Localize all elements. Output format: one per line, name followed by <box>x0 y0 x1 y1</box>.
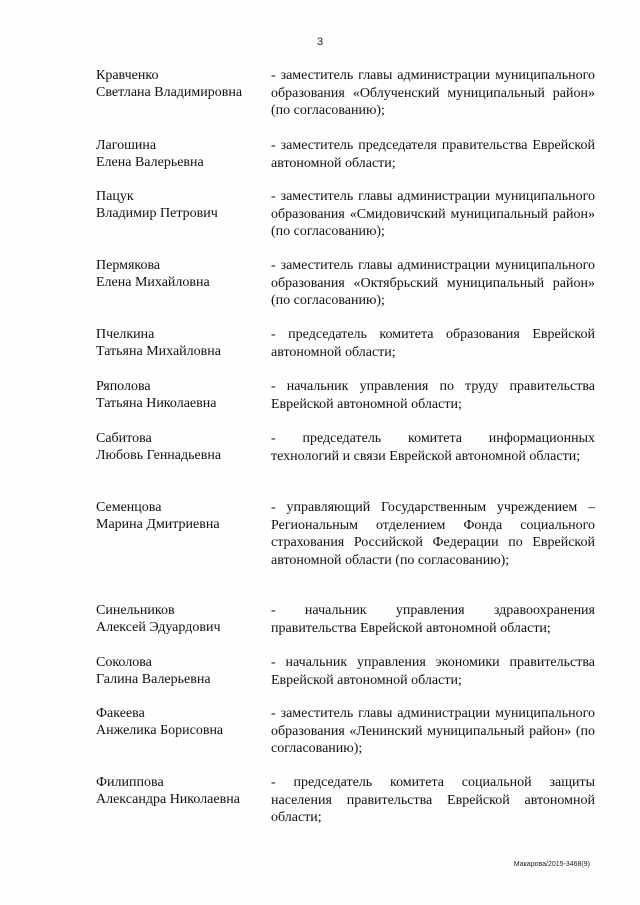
member-role: - председатель комитета образования Еврейской автономной области; <box>271 327 595 360</box>
member-name <box>96 137 261 171</box>
member-name <box>96 602 261 636</box>
member-role: - председатель комитета социальной защиты населения правительства Еврейской автономной области; <box>271 775 595 825</box>
member-given-names: Татьяна Николаевна <box>96 396 217 411</box>
member-surname: Факеева <box>96 706 145 721</box>
member-surname: Пчелкина <box>96 327 155 342</box>
member-given-names: Анжелика Борисовна <box>96 723 224 738</box>
member-name <box>96 378 261 412</box>
member-given-names: Любовь Геннадьевна <box>96 448 222 463</box>
member-given-names: Александра Николаевна <box>96 792 240 807</box>
member-surname: Пермякова <box>96 258 161 273</box>
member-given-names: Светлана Владимировна <box>96 85 243 100</box>
member-surname: Ряполова <box>96 379 151 394</box>
member-role: - начальник управления экономики правительства Еврейской автономной области; <box>271 655 595 688</box>
member-given-names: Елена Михайловна <box>96 275 210 290</box>
member-given-names: Алексей Эдуардович <box>96 620 221 635</box>
member-role: - заместитель главы администрации муниципального образования «Ленинский муниципальный район» (по согласованию); <box>271 706 595 756</box>
member-role: - заместитель главы администрации муниципального образования «Облученский муниципальный район» (по согласованию); <box>271 68 595 118</box>
member-surname: Соколова <box>96 655 152 670</box>
member-role: - начальник управления по труду правительства Еврейской автономной области; <box>271 379 595 412</box>
member-surname: Сабитова <box>96 431 152 446</box>
document-code: Макарова/2015-3468(9) <box>513 861 590 868</box>
page-number: 3 <box>316 36 324 48</box>
member-surname: Семенцова <box>96 500 162 515</box>
member-given-names: Владимир Петрович <box>96 206 218 221</box>
member-name <box>96 499 261 533</box>
member-role: - председатель комитета информационных технологий и связи Еврейской автономной области; <box>271 431 595 464</box>
member-name <box>96 654 261 688</box>
member-name <box>96 326 261 360</box>
member-given-names: Татьяна Михайловна <box>96 344 221 359</box>
member-role: - заместитель главы администрации муниципального образования «Октябрьский муниципальный район» (по согласованию); <box>271 258 595 308</box>
member-surname: Кравченко <box>96 68 159 83</box>
member-surname: Пацук <box>96 189 134 204</box>
member-name <box>96 67 261 101</box>
member-name <box>96 774 261 808</box>
member-surname: Синельников <box>96 603 175 618</box>
member-name <box>96 430 261 464</box>
member-name <box>96 705 261 739</box>
member-given-names: Елена Валерьевна <box>96 155 204 170</box>
member-role: - заместитель председателя правительства Еврейской автономной области; <box>271 138 595 171</box>
member-given-names: Марина Дмитриевна <box>96 517 220 532</box>
member-name <box>96 188 261 222</box>
member-role: - управляющий Государственным учреждением – Региональным отделением Фонда социального страхования Российской Федерации по Еврейской автономной области (по согласованию); <box>271 500 595 568</box>
member-role: - начальник управления здравоохранения правительства Еврейской автономной области; <box>271 603 595 636</box>
member-role: - заместитель главы администрации муниципального образования «Смидовичский муниципальный район» (по согласованию); <box>271 189 595 239</box>
member-given-names: Галина Валерьевна <box>96 672 211 687</box>
member-name <box>96 257 261 291</box>
member-surname: Филиппова <box>96 775 164 790</box>
member-surname: Лагошина <box>96 138 157 153</box>
